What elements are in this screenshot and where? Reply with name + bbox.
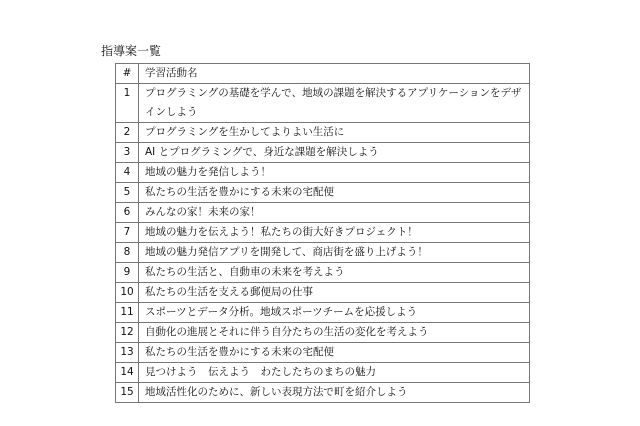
table-header-row — [116, 64, 530, 84]
row-number: 8 — [116, 243, 139, 263]
table-row — [116, 123, 530, 143]
activity-name: AI とプログラミングで、身近な課題を解決しよう — [139, 143, 530, 163]
row-number: 11 — [116, 303, 139, 323]
row-number: 5 — [116, 183, 139, 203]
page-title: 指導案一覧 — [101, 44, 162, 58]
activity-name: 私たちの生活と、自動車の未来を考えよう — [139, 263, 530, 283]
row-number: 4 — [116, 163, 139, 183]
table-row — [116, 143, 530, 163]
table-row — [116, 223, 530, 243]
activity-name: 地域活性化のために、新しい表現方法で町を紹介しよう — [139, 383, 530, 403]
activity-name: プログラミングを生かしてよりよい生活に — [139, 123, 530, 143]
activity-name: プログラミングの基礎を学んで、地域の課題を解決するアプリケーションをデザインしよう — [139, 84, 530, 123]
table-row — [116, 84, 530, 123]
table-row — [116, 283, 530, 303]
row-number: 9 — [116, 263, 139, 283]
row-number: 6 — [116, 203, 139, 223]
row-number: 2 — [116, 123, 139, 143]
row-number: 10 — [116, 283, 139, 303]
activity-name: 私たちの生活を豊かにする未来の宅配便 — [139, 183, 530, 203]
activity-name: 地域の魅力を発信しよう！ — [139, 163, 530, 183]
activity-name: 私たちの生活を豊かにする未来の宅配便 — [139, 343, 530, 363]
row-number: 1 — [116, 84, 139, 123]
header-activity-name: 学習活動名 — [139, 64, 530, 84]
row-number: 12 — [116, 323, 139, 343]
activity-name: スポーツとデータ分析。地域スポーツチームを応援しよう — [139, 303, 530, 323]
table-row — [116, 323, 530, 343]
row-number: 7 — [116, 223, 139, 243]
activity-name: 見つけよう 伝えよう わたしたちのまちの魅力 — [139, 363, 530, 383]
table-row — [116, 363, 530, 383]
row-number: 14 — [116, 363, 139, 383]
table-row — [116, 243, 530, 263]
row-number: 15 — [116, 383, 139, 403]
table-row — [116, 263, 530, 283]
table-row — [116, 163, 530, 183]
table-row — [116, 343, 530, 363]
activity-name: 私たちの生活を支える郵便局の仕事 — [139, 283, 530, 303]
lesson-plan-table — [115, 63, 530, 403]
activity-name: 地域の魅力を伝えよう！私たちの街大好きプロジェクト！ — [139, 223, 530, 243]
activity-name: みんなの家！未来の家！ — [139, 203, 530, 223]
table-row — [116, 183, 530, 203]
activity-name: 自動化の進展とそれに伴う自分たちの生活の変化を考えよう — [139, 323, 530, 343]
table-row — [116, 303, 530, 323]
table-row — [116, 383, 530, 403]
header-number: # — [116, 64, 139, 84]
table-row — [116, 203, 530, 223]
row-number: 3 — [116, 143, 139, 163]
row-number: 13 — [116, 343, 139, 363]
activity-name: 地域の魅力発信アプリを開発して、商店街を盛り上げよう！ — [139, 243, 530, 263]
